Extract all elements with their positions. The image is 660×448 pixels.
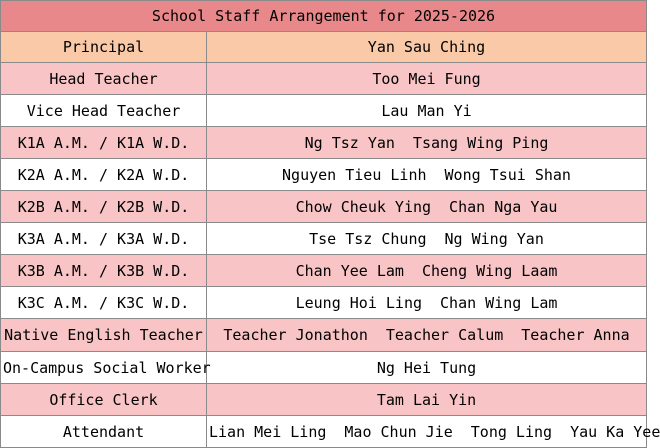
staff-name: Lian Mei Ling <box>209 422 327 441</box>
staff-name: Lau Man Yi <box>381 101 472 120</box>
role-cell: K1A A.M. / K1A W.D. <box>1 127 207 159</box>
staff-name: Ng Wing Yan <box>444 229 544 248</box>
table-row <box>1 191 647 223</box>
staff-name: Mao Chun Jie <box>344 422 453 441</box>
table-row <box>1 127 647 159</box>
staff-name: Teacher Jonathon <box>223 326 368 344</box>
table-row <box>1 416 647 448</box>
staff-name: Yan Sau Ching <box>367 38 486 56</box>
role-cell: Head Teacher <box>1 63 207 95</box>
role-cell: On-Campus Social Worker <box>1 352 207 384</box>
role-cell: K3C A.M. / K3C W.D. <box>1 287 207 319</box>
role-cell: Attendant <box>1 416 207 448</box>
staff-name: Nguyen Tieu Linh <box>282 165 427 184</box>
staff-name: Tong Ling <box>470 422 553 441</box>
role-cell: Office Clerk <box>1 384 207 416</box>
staff-name: Wong Tsui Shan <box>444 165 571 184</box>
staff-names-cell <box>207 416 660 448</box>
staff-name: Chow Cheuk Ying <box>295 197 432 216</box>
staff-names-cell <box>207 95 647 127</box>
staff-name: Tse Tsz Chung <box>309 229 427 248</box>
table-row <box>1 255 647 287</box>
staff-name: Ng Hei Tung <box>376 358 477 377</box>
staff-names-cell <box>207 223 647 255</box>
table-row <box>1 159 647 191</box>
staff-rows <box>1 32 660 448</box>
role-cell: Vice Head Teacher <box>1 95 207 127</box>
role-cell: K3A A.M. / K3A W.D. <box>1 223 207 255</box>
staff-name: Chan Nga Yau <box>449 197 558 216</box>
staff-names-cell <box>207 159 647 191</box>
staff-names-cell <box>207 255 647 287</box>
staff-names-cell <box>207 127 647 159</box>
staff-name: Yau Ka Yee <box>570 422 660 441</box>
staff-names-cell <box>207 63 647 95</box>
staff-names-cell <box>207 352 647 384</box>
staff-names-cell <box>207 319 647 352</box>
role-cell: Principal <box>1 32 207 63</box>
table-row <box>1 384 647 416</box>
staff-names-cell <box>207 287 647 319</box>
staff-name: Cheng Wing Laam <box>421 261 558 280</box>
role-cell: Native English Teacher <box>1 319 207 352</box>
staff-name: Tsang Wing Ping <box>412 133 549 152</box>
staff-name: Tam Lai Yin <box>376 390 477 409</box>
staff-name: Chan Yee Lam <box>295 261 404 280</box>
staff-names-cell <box>207 384 647 416</box>
staff-name: Ng Tsz Yan <box>304 133 395 152</box>
table-row <box>1 223 647 255</box>
role-cell: K2B A.M. / K2B W.D. <box>1 191 207 223</box>
table-row <box>1 32 647 63</box>
table-row <box>1 95 647 127</box>
staff-name: Teacher Anna <box>521 326 630 344</box>
table-row <box>1 352 647 384</box>
staff-names-cell <box>207 32 647 63</box>
staff-name: Leung Hoi Ling <box>295 293 423 312</box>
staff-name: Chan Wing Lam <box>440 293 558 312</box>
staff-name: Too Mei Fung <box>372 69 481 88</box>
role-cell: K3B A.M. / K3B W.D. <box>1 255 207 287</box>
table-title: School Staff Arrangement for 2025-2026 <box>1 1 647 32</box>
staff-name: Teacher Calum <box>385 326 504 344</box>
role-cell: K2A A.M. / K2A W.D. <box>1 159 207 191</box>
table-row <box>1 319 647 352</box>
staff-names-cell <box>207 191 647 223</box>
table-row <box>1 287 647 319</box>
table-row <box>1 63 647 95</box>
